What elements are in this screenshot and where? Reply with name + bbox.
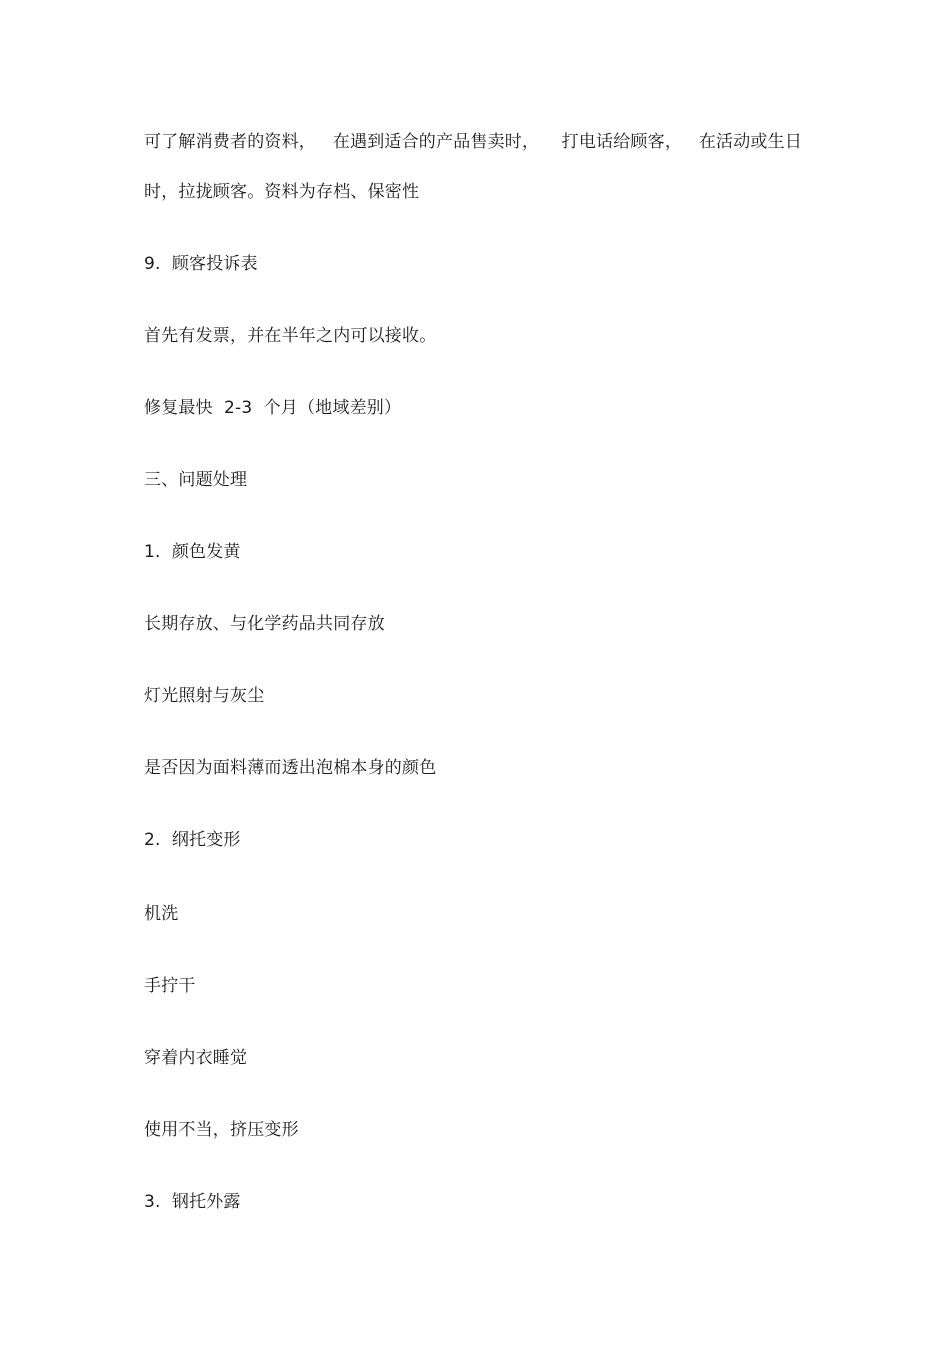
paragraph-consumer-info-cont: 时，拉拢顾客。资料为存档、保密性 — [144, 182, 420, 202]
heading-wire-exposed: 3. 钢托外露 — [144, 1192, 241, 1212]
paragraph-misuse: 使用不当，挤压变形 — [144, 1120, 299, 1140]
heading-yellowing: 1. 颜色发黄 — [144, 542, 241, 562]
paragraph-consumer-info: 可了解消费者的资料， 在遇到适合的产品售卖时， 打电话给顾客， 在活动或生日 — [144, 132, 803, 152]
paragraph-light-dust: 灯光照射与灰尘 — [144, 686, 265, 706]
section-heading-problems: 三、问题处理 — [144, 470, 248, 490]
paragraph-wring-dry: 手拧干 — [144, 976, 196, 996]
paragraph-storage: 长期存放、与化学药品共同存放 — [144, 614, 385, 634]
paragraph-thin-fabric: 是否因为面料薄而透出泡棉本身的颜色 — [144, 758, 437, 778]
heading-wire-deform: 2. 纲托变形 — [144, 830, 241, 850]
paragraph-machine-wash: 机洗 — [144, 904, 179, 924]
paragraph-invoice: 首先有发票，并在半年之内可以接收。 — [144, 326, 437, 346]
heading-complaint-form: 9. 顾客投诉表 — [144, 254, 258, 274]
paragraph-sleep-wear: 穿着内衣睡觉 — [144, 1048, 248, 1068]
paragraph-repair-time: 修复最快 2-3 个月（地域差别） — [144, 398, 402, 418]
